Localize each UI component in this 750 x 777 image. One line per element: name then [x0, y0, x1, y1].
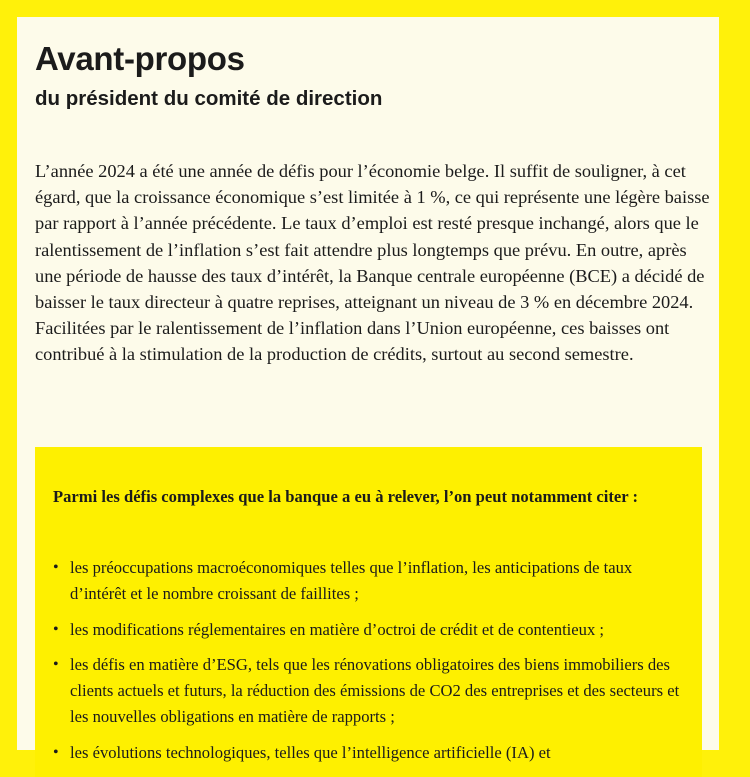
bullet-icon: • [53, 559, 59, 576]
list-item [53, 555, 688, 607]
list-item-text: les défis en matière d’ESG, tels que les rénovations obligatoires des biens immobiliers des clients actuels et futurs, la réduction des émissions de CO2 des entreprises et des secteurs et les nouvelles obligations en matière de rapports ; [70, 655, 680, 726]
intro-paragraph: L’année 2024 a été une année de défis pour l’économie belge. Il suffit de souligner, à cet égard, que la croissance économique s’est limitée à 1 %, ce qui représente une légère baisse par rapport à l’année précédente. Le taux d’emploi est resté presque inchangé, alors que le ralentissement de l’inflation s’est fait attendre plus longtemps que prévu. En outre, après une période de hausse des taux d’intérêt, la Banque centrale européenne (BCE) a décidé de baisser le taux directeur à quatre reprises, atteignant un niveau de 3 % en décembre 2024. Facilitées par le ralentissement de l’inflation dans l’Union européenne, ces baisses ont contribué à la stimulation de la production de crédits, surtout au second semestre. [35, 161, 710, 365]
list-item [53, 617, 688, 643]
box-heading: Parmi les défis complexes que la banque a eu à relever, l’on peut notamment citer : [53, 487, 639, 506]
challenge-list [53, 555, 688, 775]
document-page [17, 17, 719, 762]
list-item [53, 740, 688, 766]
bullet-icon: • [53, 743, 59, 761]
list-item-text: les évolutions technologiques, telles que l’intelligence artificielle (IA) et [70, 742, 551, 762]
list-item [53, 652, 688, 730]
highlight-box [35, 447, 702, 777]
bullet-icon: • [53, 656, 59, 673]
page-title: Avant-propos [35, 40, 245, 77]
list-item-text: les modifications réglementaires en matière d’octroi de crédit et de contentieux ; [70, 619, 605, 639]
bullet-icon: • [53, 620, 59, 638]
page-subtitle: du président du comité de direction [35, 87, 383, 110]
list-item-text: les préoccupations macroéconomiques telles que l’inflation, les anticipations de taux d’intérêt et le nombre croissant de faillites ; [70, 558, 633, 603]
